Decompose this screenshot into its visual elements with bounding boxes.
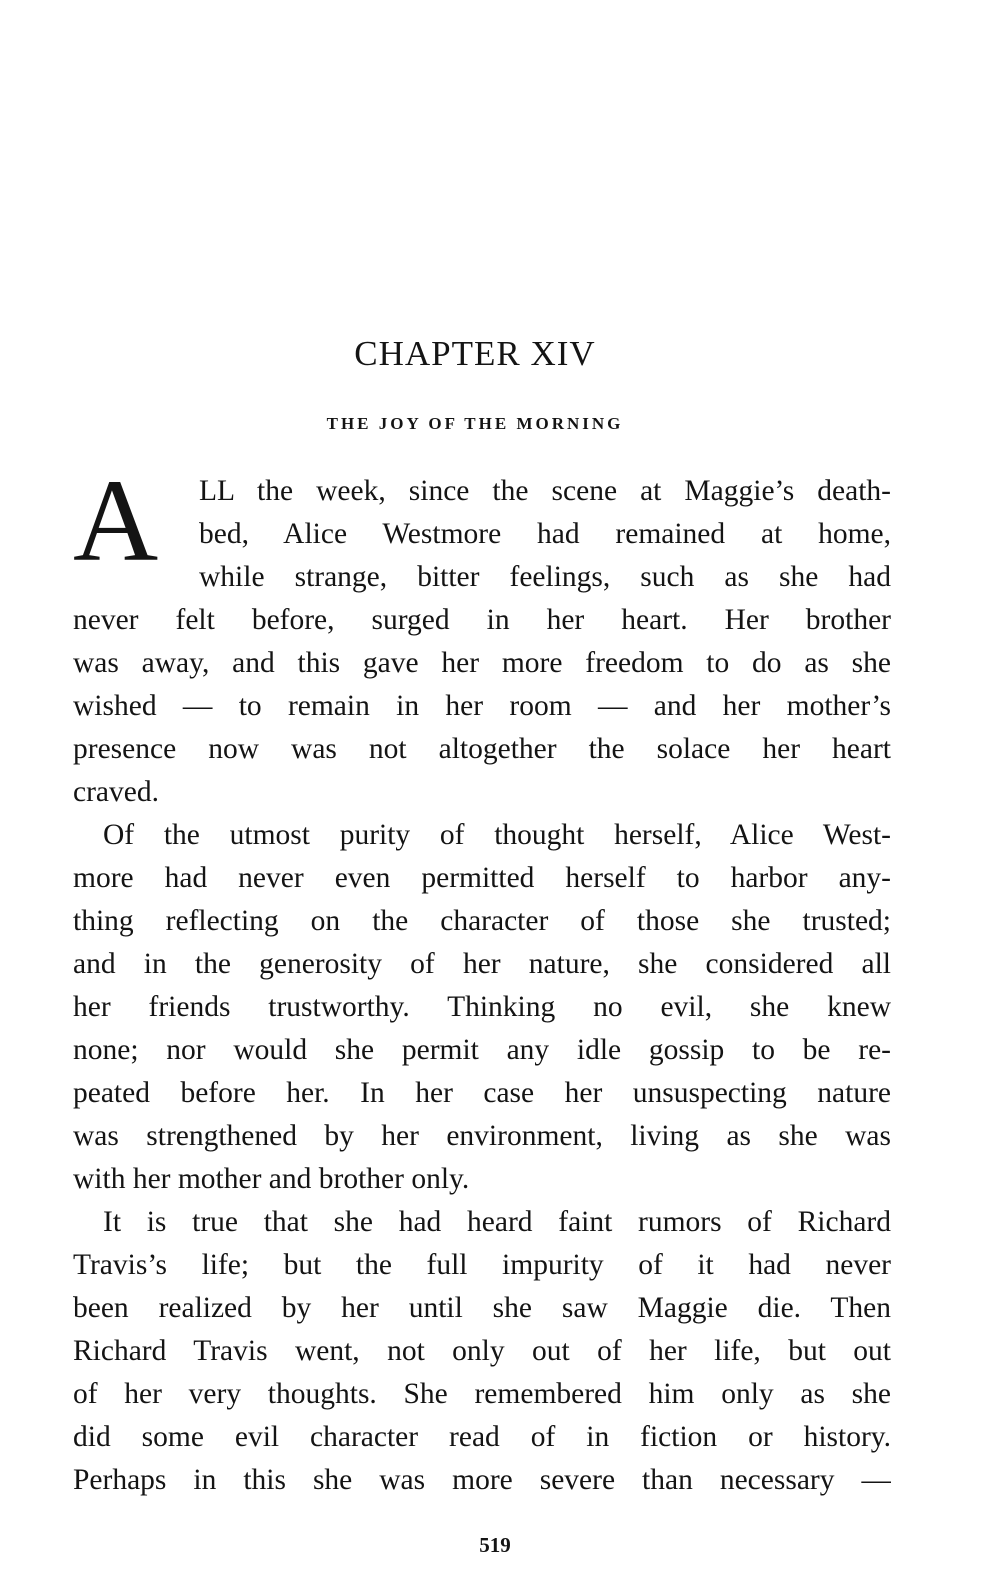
text-line: more had never even permitted herself to harbor any-	[73, 862, 891, 894]
text-line: Of the utmost purity of thought herself, Alice West-	[103, 819, 891, 851]
text-line: bed, Alice Westmore had remained at home,	[199, 518, 891, 550]
text-line: It is true that she had heard faint rumors of Richard	[103, 1206, 891, 1238]
text-line: presence now was not altogether the solace her heart	[73, 733, 891, 765]
text-line: her friends trustworthy. Thinking no evil, she knew	[73, 991, 891, 1023]
chapter-subtitle: THE JOY OF THE MORNING	[326, 414, 624, 433]
text-line: Perhaps in this she was more severe than necessary —	[73, 1464, 891, 1496]
page-number: 519	[479, 1533, 511, 1557]
paragraph-1	[73, 455, 891, 814]
paragraph-2	[73, 814, 891, 1201]
body-text	[73, 455, 891, 1502]
text-line: was away, and this gave her more freedom to do as she	[73, 647, 891, 679]
text-line: did some evil character read of in fiction or history.	[73, 1421, 891, 1453]
text-line: with her mother and brother only.	[73, 1163, 470, 1195]
text-line: been realized by her until she saw Maggie die. Then	[73, 1292, 891, 1324]
text-line: never felt before, surged in her heart. Her brother	[73, 604, 891, 636]
text-line: LL the week, since the scene at Maggie’s death-	[199, 475, 891, 507]
text-line: and in the generosity of her nature, she considered all	[73, 948, 891, 980]
paragraph-3	[73, 1201, 891, 1502]
text-line: while strange, bitter feelings, such as she had	[199, 561, 891, 593]
chapter-title: CHAPTER XIV	[354, 334, 596, 373]
text-line: was strengthened by her environment, living as she was	[73, 1120, 891, 1152]
text-line: none; nor would she permit any idle gossip to be re-	[73, 1034, 891, 1066]
text-line: thing reflecting on the character of those she trusted;	[73, 905, 891, 937]
text-line: of her very thoughts. She remembered him only as she	[73, 1378, 891, 1410]
text-line: peated before her. In her case her unsuspecting nature	[73, 1077, 891, 1109]
drop-cap: A	[73, 455, 159, 586]
text-line: Richard Travis went, not only out of her life, but out	[73, 1335, 891, 1367]
text-line: wished — to remain in her room — and her mother’s	[73, 690, 891, 722]
text-line: craved.	[73, 776, 159, 808]
text-line: Travis’s life; but the full impurity of it had never	[73, 1249, 891, 1281]
